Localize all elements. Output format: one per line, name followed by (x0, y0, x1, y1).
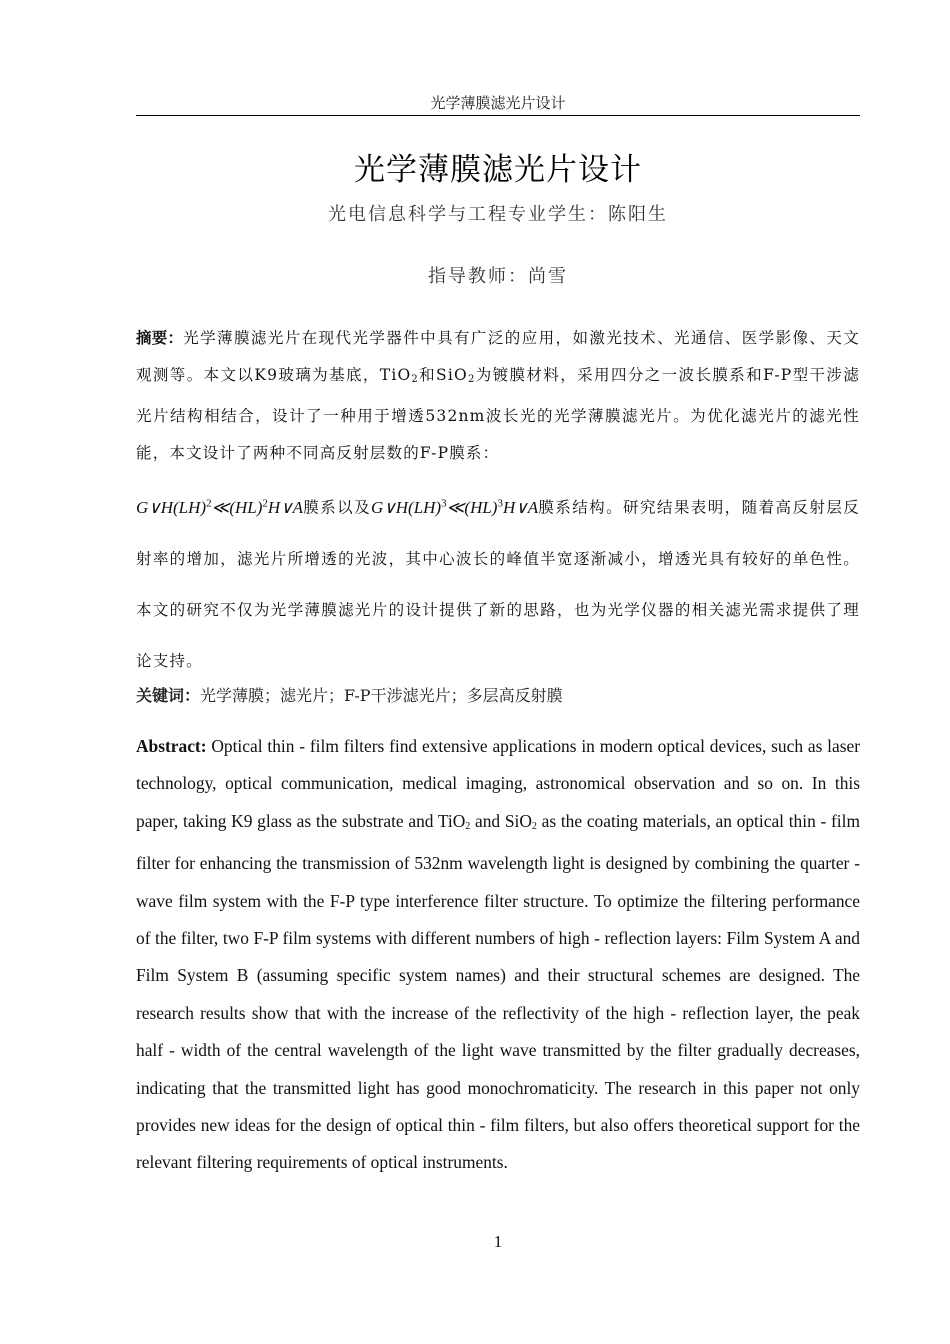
formula2-end: H∨A (502, 497, 539, 517)
abstract-en-part3: as the coating materials, an optical thin - film filter for enhancing the transmission of 532nm wavelength light is designed by combining the quarter - wave film system with the F-P type interference filter structure. To optimize the filtering performance of the filter, two F-P film systems with different numbers of high - reflection layers: Film System A and Film System B (assuming specific system names) and their structural schemes are designed. The research results show that with the increase of the reflectivity of the high - reflection layer, the peak half - width of the central wavelength of the light wave transmitted by the filter gradually decreases, indicating that the transmitted light has good monochromaticity. The research in this paper not only provides new ideas for the design of optical thin - film filters, but also offers theoretical support for the relevant filtering requirements of optical instruments. (136, 810, 860, 1173)
author-line: 光电信息科学与工程专业学生：陈阳生 (328, 204, 668, 225)
abstract-chinese-body (136, 320, 860, 472)
abstract-cn-sub1: 2 (411, 374, 419, 385)
abstract-en-part2: and SiO (470, 810, 532, 831)
abstract-en-sub2: 2 (531, 820, 537, 832)
abstract-chinese-formula-paragraph (136, 472, 860, 687)
keywords-line (136, 683, 860, 706)
formula2-exp1: 3 (441, 497, 447, 509)
abstract-en-part1: Optical thin - film filters find extensive applications in modern optical devices, such as laser technology, optical communication, medical imaging, astronomical observation and so on. In this paper, taking K9 glass as the substrate and TiO (136, 736, 860, 831)
abstract-english-body (136, 728, 860, 1182)
formula1-end: H∨A (267, 497, 304, 517)
running-header: 光学薄膜滤光片设计 (136, 92, 860, 116)
paper-title: 光学薄膜滤光片设计 (354, 152, 642, 188)
advisor-line: 指导教师：尚雪 (428, 266, 568, 287)
page-number: 1 (493, 1232, 503, 1251)
abstract-english (136, 728, 860, 1182)
formula1-base: G∨H(LH) (136, 497, 207, 517)
abstract-cn-part3: 为镀膜材料，采用四分之一波长膜系和F-P型干涉滤光片结构相结合，设计了一种用于增透532nm波长光的光学薄膜滤光片。为优化滤光片的滤光性能，本文设计了两种不同高反射层数的F-P膜系： (136, 366, 861, 462)
formula2-exp2: 3 (497, 497, 503, 509)
formula1-exp2: 2 (262, 497, 268, 509)
abstract-cn-part1: 光学薄膜滤光片在现代光学器件中具有广泛的应用，如激光技术、光通信、医学影像、天文观测等。本文以K9玻璃为基底，TiO (136, 329, 860, 384)
abstract-cn-between-formulas: 膜系以及 (303, 498, 372, 517)
abstract-cn-part4: 膜系结构。研究结果表明，随着高反射层反射率的增加，滤光片所增透的光波，其中心波长的峰值半宽逐渐减小，增透光具有较好的单色性。本文的研究不仅为光学薄膜滤光片的设计提供了新的思路，也为光学仪器的相关滤光需求提供了理论支持。 (136, 498, 860, 670)
keywords-text: 光学薄膜；滤光片；F-P干涉滤光片；多层高反射膜 (200, 686, 563, 705)
abstract-en-sub1: 2 (465, 820, 471, 832)
abstract-english-label: Abstract: (136, 736, 207, 756)
formula2-mid: ≪(HL) (446, 497, 498, 517)
formula-film-system-a (136, 498, 303, 517)
abstract-cn-sub2: 2 (467, 374, 476, 385)
abstract-cn-part2: 和SiO (418, 366, 468, 384)
abstract-chinese-label: 摘要： (136, 329, 184, 347)
formula2-base: G∨H(LH) (371, 497, 442, 517)
formula1-exp1: 2 (206, 497, 212, 509)
keywords-label: 关键词： (136, 686, 201, 705)
formula-film-system-b (371, 498, 538, 517)
formula1-mid: ≪(HL) (211, 497, 263, 517)
abstract-chinese (136, 320, 860, 687)
